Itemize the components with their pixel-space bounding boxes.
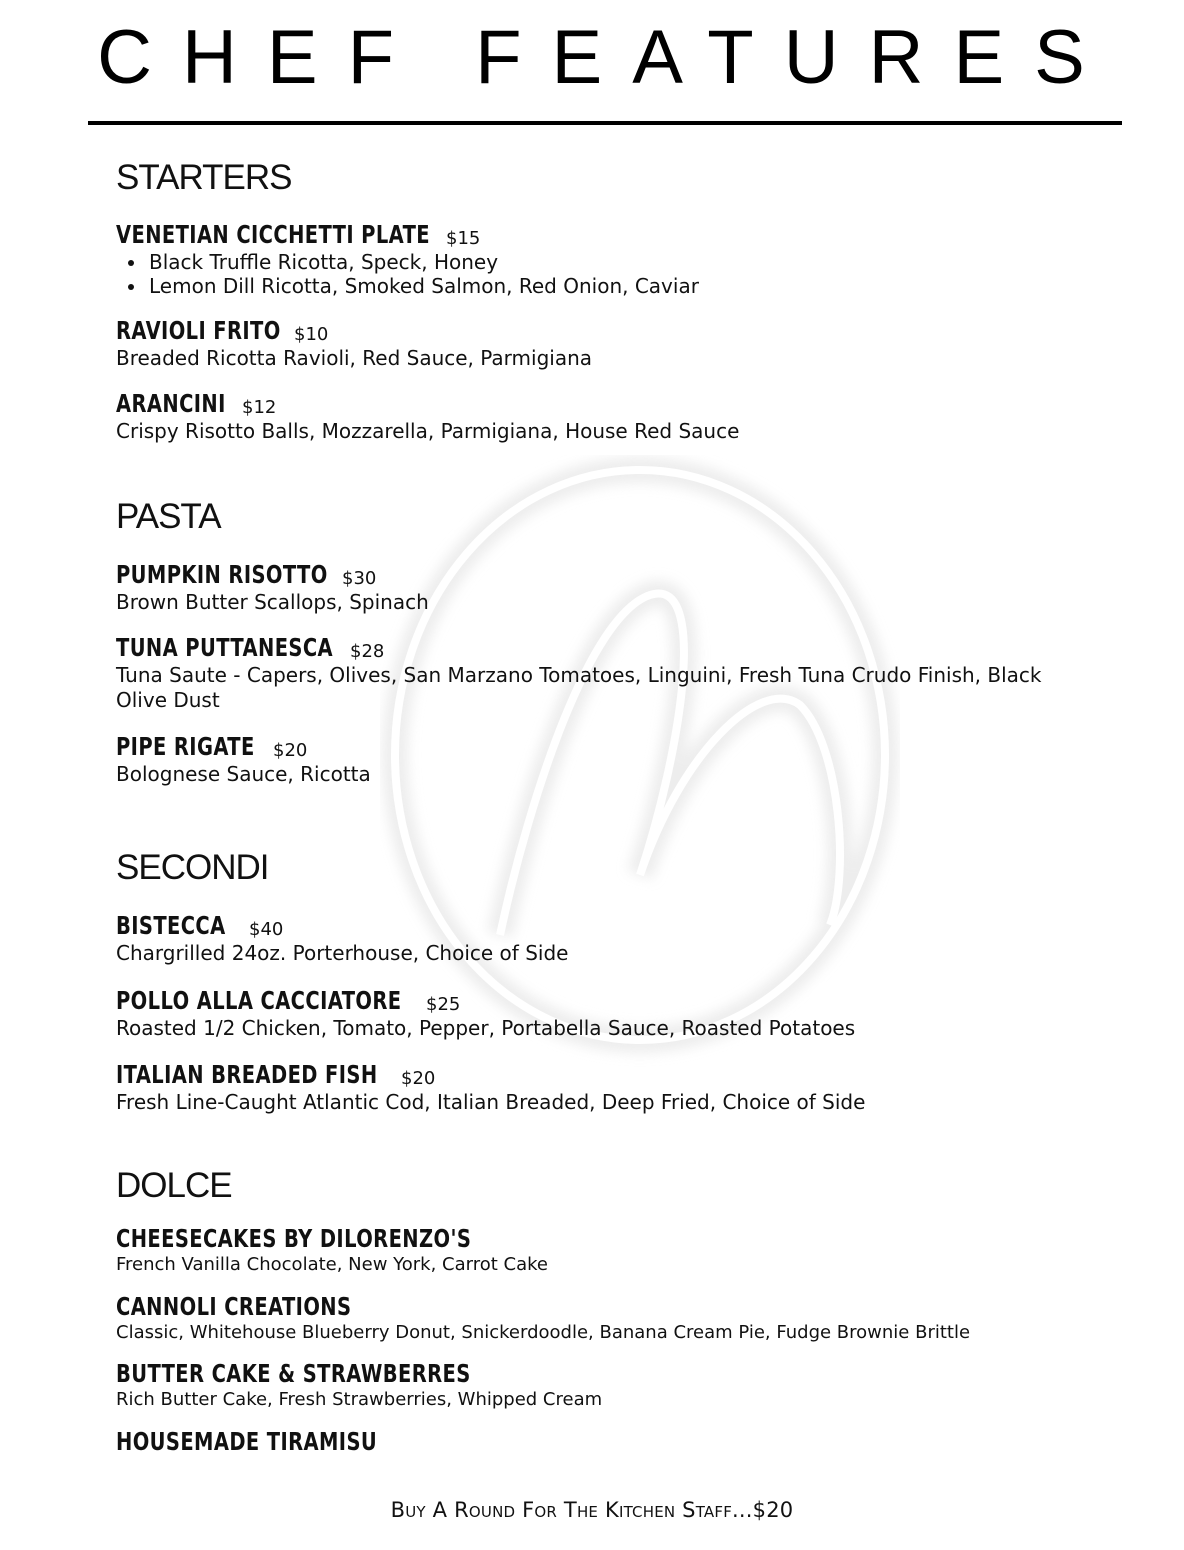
item-price: $12 <box>242 397 277 418</box>
item-name: BISTECCA <box>116 911 226 940</box>
item-price: $10 <box>294 324 329 345</box>
menu-item-butter-cake <box>116 1361 1046 1411</box>
item-price: $20 <box>401 1068 436 1089</box>
section-secondi-heading: SECONDI <box>116 848 269 887</box>
footer-note: Buy A Round For The Kitchen Staff...$20 <box>390 1498 794 1522</box>
list-item: • Lemon Dill Ricotta, Smoked Salmon, Red Onion, Caviar <box>147 274 699 298</box>
item-description: Chargrilled 24oz. Porterhouse, Choice of Side <box>116 941 569 965</box>
menu-item-venetian-cicchetti <box>116 222 699 298</box>
menu-item-pumpkin-risotto <box>116 562 1046 615</box>
item-description: Classic, Whitehouse Blueberry Donut, Snickerdoodle, Banana Cream Pie, Fudge Brownie Brittle <box>116 1322 971 1343</box>
item-name: PUMPKIN RISOTTO <box>116 560 328 589</box>
item-description: Roasted 1/2 Chicken, Tomato, Pepper, Portabella Sauce, Roasted Potatoes <box>116 1016 856 1040</box>
item-name: BUTTER CAKE & STRAWBERRES <box>116 1359 471 1388</box>
item-price: $25 <box>426 994 461 1015</box>
item-name: ARANCINI <box>116 389 226 418</box>
section-pasta-heading: PASTA <box>116 497 221 536</box>
item-price: $20 <box>273 740 308 761</box>
section-dolce-heading: DOLCE <box>116 1166 232 1205</box>
item-description: Rich Butter Cake, Fresh Strawberries, Whipped Cream <box>116 1389 603 1410</box>
item-description: Crispy Risotto Balls, Mozzarella, Parmigiana, House Red Sauce <box>116 419 740 443</box>
menu-item-pipe-rigate <box>116 734 1046 787</box>
item-description: Brown Butter Scallops, Spinach <box>116 590 429 614</box>
menu-item-arancini <box>116 391 1046 444</box>
item-name: TUNA PUTTANESCA <box>116 633 334 662</box>
item-description: Tuna Saute - Capers, Olives, San Marzano Tomatoes, Linguini, Fresh Tuna Crudo Finish, Black Olive Dust <box>116 663 1042 712</box>
item-name: PIPE RIGATE <box>116 732 255 761</box>
menu-item-cheesecakes <box>116 1226 1046 1276</box>
item-price: $28 <box>350 641 385 662</box>
section-starters-heading: STARTERS <box>116 158 292 197</box>
menu-item-cannoli-creations <box>116 1294 1046 1344</box>
item-description: French Vanilla Chocolate, New York, Carrot Cake <box>116 1254 548 1275</box>
item-name: CANNOLI CREATIONS <box>116 1292 352 1321</box>
item-name: CHEESECAKES BY DILORENZO'S <box>116 1224 472 1253</box>
menu-item-italian-breaded-fish <box>116 1062 1046 1115</box>
item-description: Breaded Ricotta Ravioli, Red Sauce, Parmigiana <box>116 346 593 370</box>
item-price: $40 <box>249 919 284 940</box>
menu-item-tuna-puttanesca <box>116 635 1046 713</box>
item-name: ITALIAN BREADED FISH <box>116 1060 378 1089</box>
item-price: $15 <box>446 228 481 249</box>
item-description: Fresh Line-Caught Atlantic Cod, Italian Breaded, Deep Fried, Choice of Side <box>116 1090 866 1114</box>
item-name: POLLO ALLA CACCIATORE <box>116 986 402 1015</box>
item-bullets <box>116 250 699 298</box>
item-name: HOUSEMADE TIRAMISU <box>116 1427 378 1456</box>
item-name: VENETIAN CICCHETTI PLATE <box>116 220 431 249</box>
title-divider <box>88 121 1122 125</box>
menu-item-housemade-tiramisu <box>116 1429 451 1454</box>
menu-item-bistecca <box>116 913 1046 966</box>
item-price: $30 <box>342 568 377 589</box>
menu-item-pollo-alla-cacciatore <box>116 988 1046 1041</box>
page-title: CHEF FEATURES <box>97 15 1115 100</box>
menu-item-ravioli-frito <box>116 318 1046 371</box>
list-item: • Black Truffle Ricotta, Speck, Honey <box>147 250 699 274</box>
item-description: Bolognese Sauce, Ricotta <box>116 762 371 786</box>
item-name: RAVIOLI FRITO <box>116 316 281 345</box>
